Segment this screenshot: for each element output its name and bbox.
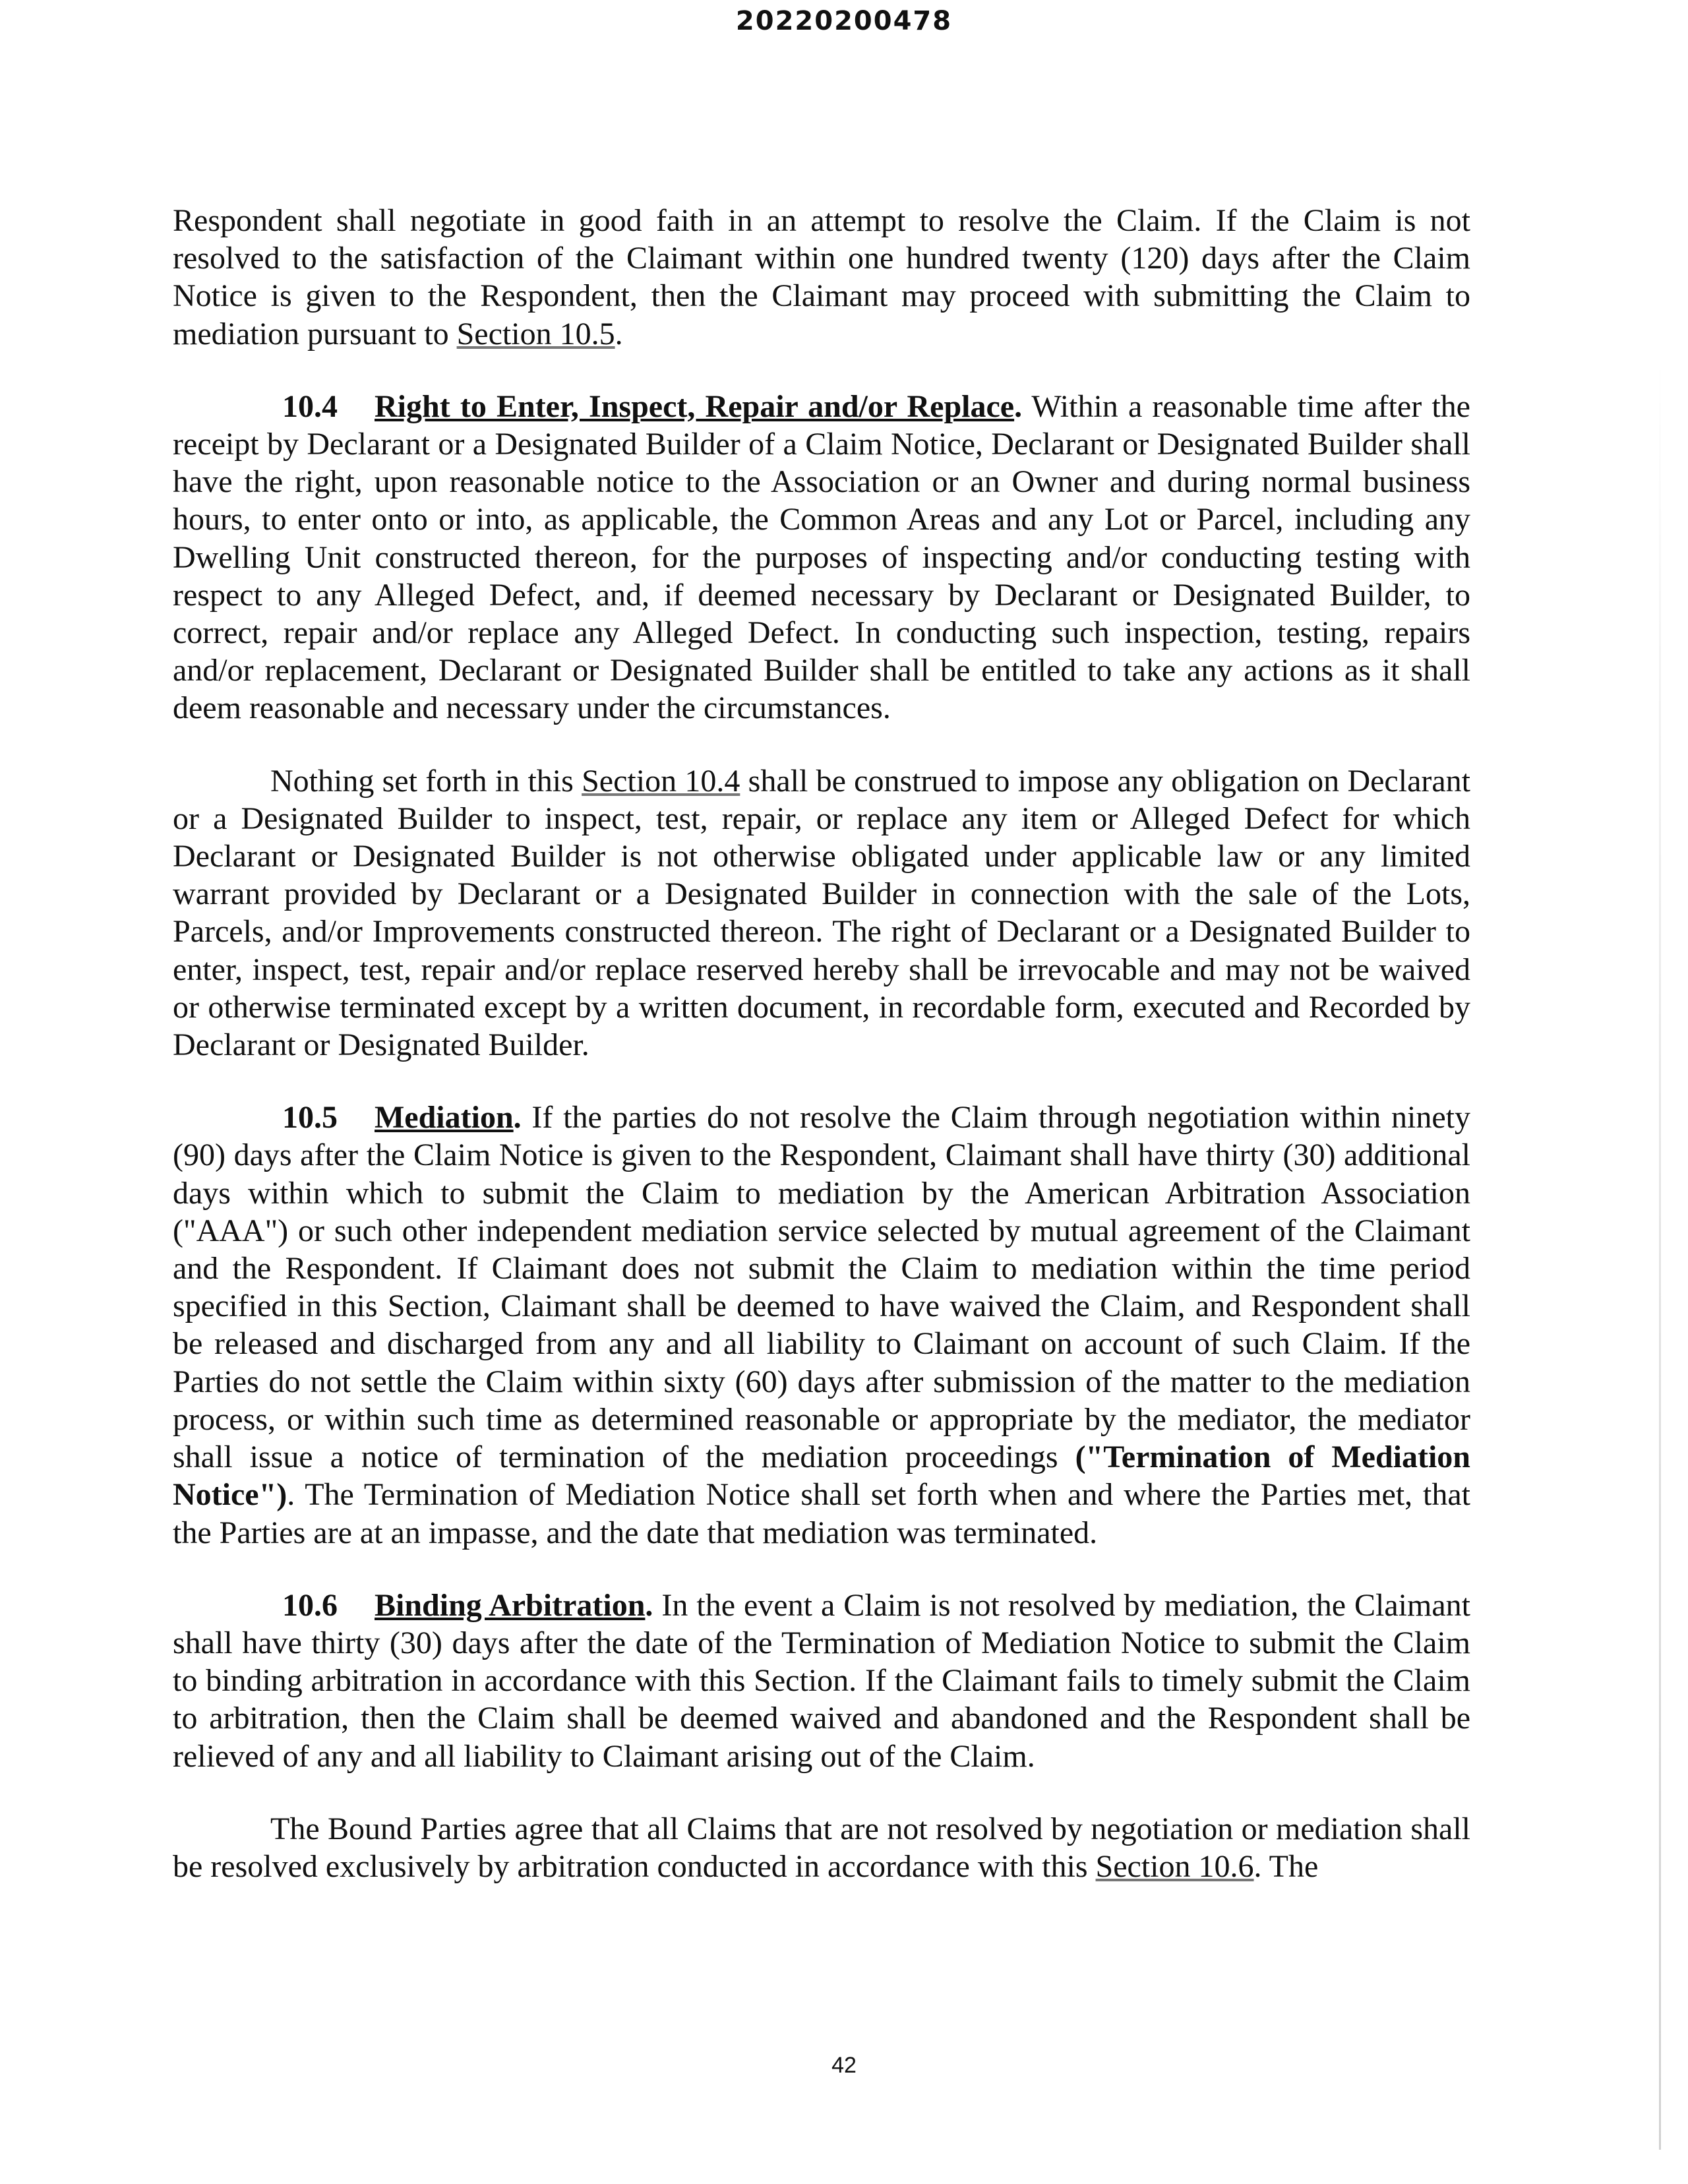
paragraph-negotiation-continued <box>173 202 1470 353</box>
section-reference-10-6: Section 10.6 <box>1095 1848 1254 1884</box>
document-number: 20220200478 <box>735 6 953 36</box>
section-title-end: . <box>1014 388 1023 424</box>
section-number: 10.5 <box>282 1100 338 1136</box>
paragraph-text: Respondent shall negotiate in good faith in an attempt to resolve the Claim. If the Claim is not resolved to the satisfaction of the Claimant within one hundred twenty (120) days after the Claim Notice is given to the Respondent, then the Claimant may proceed with submitting the Claim to mediation pursuant to <box>173 203 1470 351</box>
section-title: Binding Arbitration <box>375 1587 646 1623</box>
paragraph-text-end: . <box>615 316 623 351</box>
section-number: 10.4 <box>282 388 338 424</box>
section-10-4 <box>173 388 1470 727</box>
paragraph-text: The Bound Parties agree that all Claims that are not resolved by negotiation or mediation shall be resolved exclusively by arbitration conducted in accordance with this <box>173 1811 1470 1884</box>
defined-term: ("Termination of Mediation Notice") <box>173 1440 1470 1513</box>
section-reference-10-5: Section 10.5 <box>456 316 615 351</box>
paragraph-text-rest: shall be construed to impose any obligation on Declarant or a Designated Builder to inspect, test, repair, or replace any item or Alleged Defect for which Declarant or Designated Builder is not otherwise obligated under applicable law or any limited warrant provided by Declarant or a Designated Builder in connection with the sale of the Lots, Parcels, and/or Improvements constructed thereon. The right of Declarant or a Designated Builder to enter, inspect, test, repair and/or replace reserved hereby shall be irrevocable and may not be waived or otherwise terminated except by a written document, in recordable form, executed and Recorded by Declarant or Designated Builder. <box>173 763 1470 1063</box>
section-text: Within a reasonable time after the receipt by Declarant or a Designated Builder of a Claim Notice, Declarant or Designated Builder shall have the right, upon reasonable notice to the Association or an Owner and during normal business hours, to enter onto or into, as applicable, the Common Areas and any Lot or Parcel, including any Dwelling Unit constructed thereon, for the purposes of inspecting and/or conducting testing with respect to any Alleged Defect, and, if deemed necessary by Declarant or Designated Builder, to correct, repair and/or replace any Alleged Defect. In conducting such inspection, testing, repairs and/or replacement, Declarant or Designated Builder shall be entitled to take any actions as it shall deem reasonable and necessary under the circumstances. <box>173 388 1470 726</box>
section-title-end: . <box>513 1100 522 1136</box>
section-title: Right to Enter, Inspect, Repair and/or Replace <box>375 388 1015 424</box>
section-title-end: . <box>645 1587 653 1623</box>
paragraph-text: Nothing set forth in this <box>270 763 582 799</box>
paragraph-text-end: . The <box>1253 1848 1319 1884</box>
section-10-5 <box>173 1099 1470 1551</box>
section-number: 10.6 <box>282 1587 338 1623</box>
document-body <box>173 202 1470 1920</box>
page-number: 42 <box>831 2053 857 2078</box>
paragraph-bound-parties <box>173 1810 1470 1885</box>
section-title: Mediation <box>375 1100 514 1136</box>
section-text: In the event a Claim is not resolved by mediation, the Claimant shall have thirty (30) days after the date of the Termination of Mediation Notice to submit the Claim to binding arbitration in accordance with this Section. If the Claimant fails to timely submit the Claim to arbitration, then the Claim shall be deemed waived and abandoned and the Respondent shall be relieved of any and all liability to Claimant arising out of the Claim. <box>173 1587 1470 1774</box>
paragraph-nothing-set-forth <box>173 762 1470 1064</box>
section-text-continued: . The Termination of Mediation Notice shall set forth when and where the Parties met, that the Parties are at an impasse, and the date that mediation was terminated. <box>173 1477 1470 1550</box>
section-10-6 <box>173 1587 1470 1775</box>
section-text: If the parties do not resolve the Claim through negotiation within ninety (90) days after the Claim Notice is given to the Respondent, Claimant shall have thirty (30) additional days within which to submit the Claim to mediation by the American Arbitration Association ("AAA") or such other independent mediation service selected by mutual agreement of the Claimant and the Respondent. If Claimant does not submit the Claim to mediation within the time period specified in this Section, Claimant shall be deemed to have waived the Claim, and Respondent shall be released and discharged from any and all liability to Claimant on account of such Claim. If the Parties do not settle the Claim within sixty (60) days after submission of the matter to the mediation process, or within such time as determined reasonable or appropriate by the mediator, the mediator shall issue a notice of termination of the mediation proceedings <box>173 1100 1470 1475</box>
section-reference-10-4: Section 10.4 <box>582 763 740 799</box>
scan-edge-shadow <box>1659 356 1661 2150</box>
